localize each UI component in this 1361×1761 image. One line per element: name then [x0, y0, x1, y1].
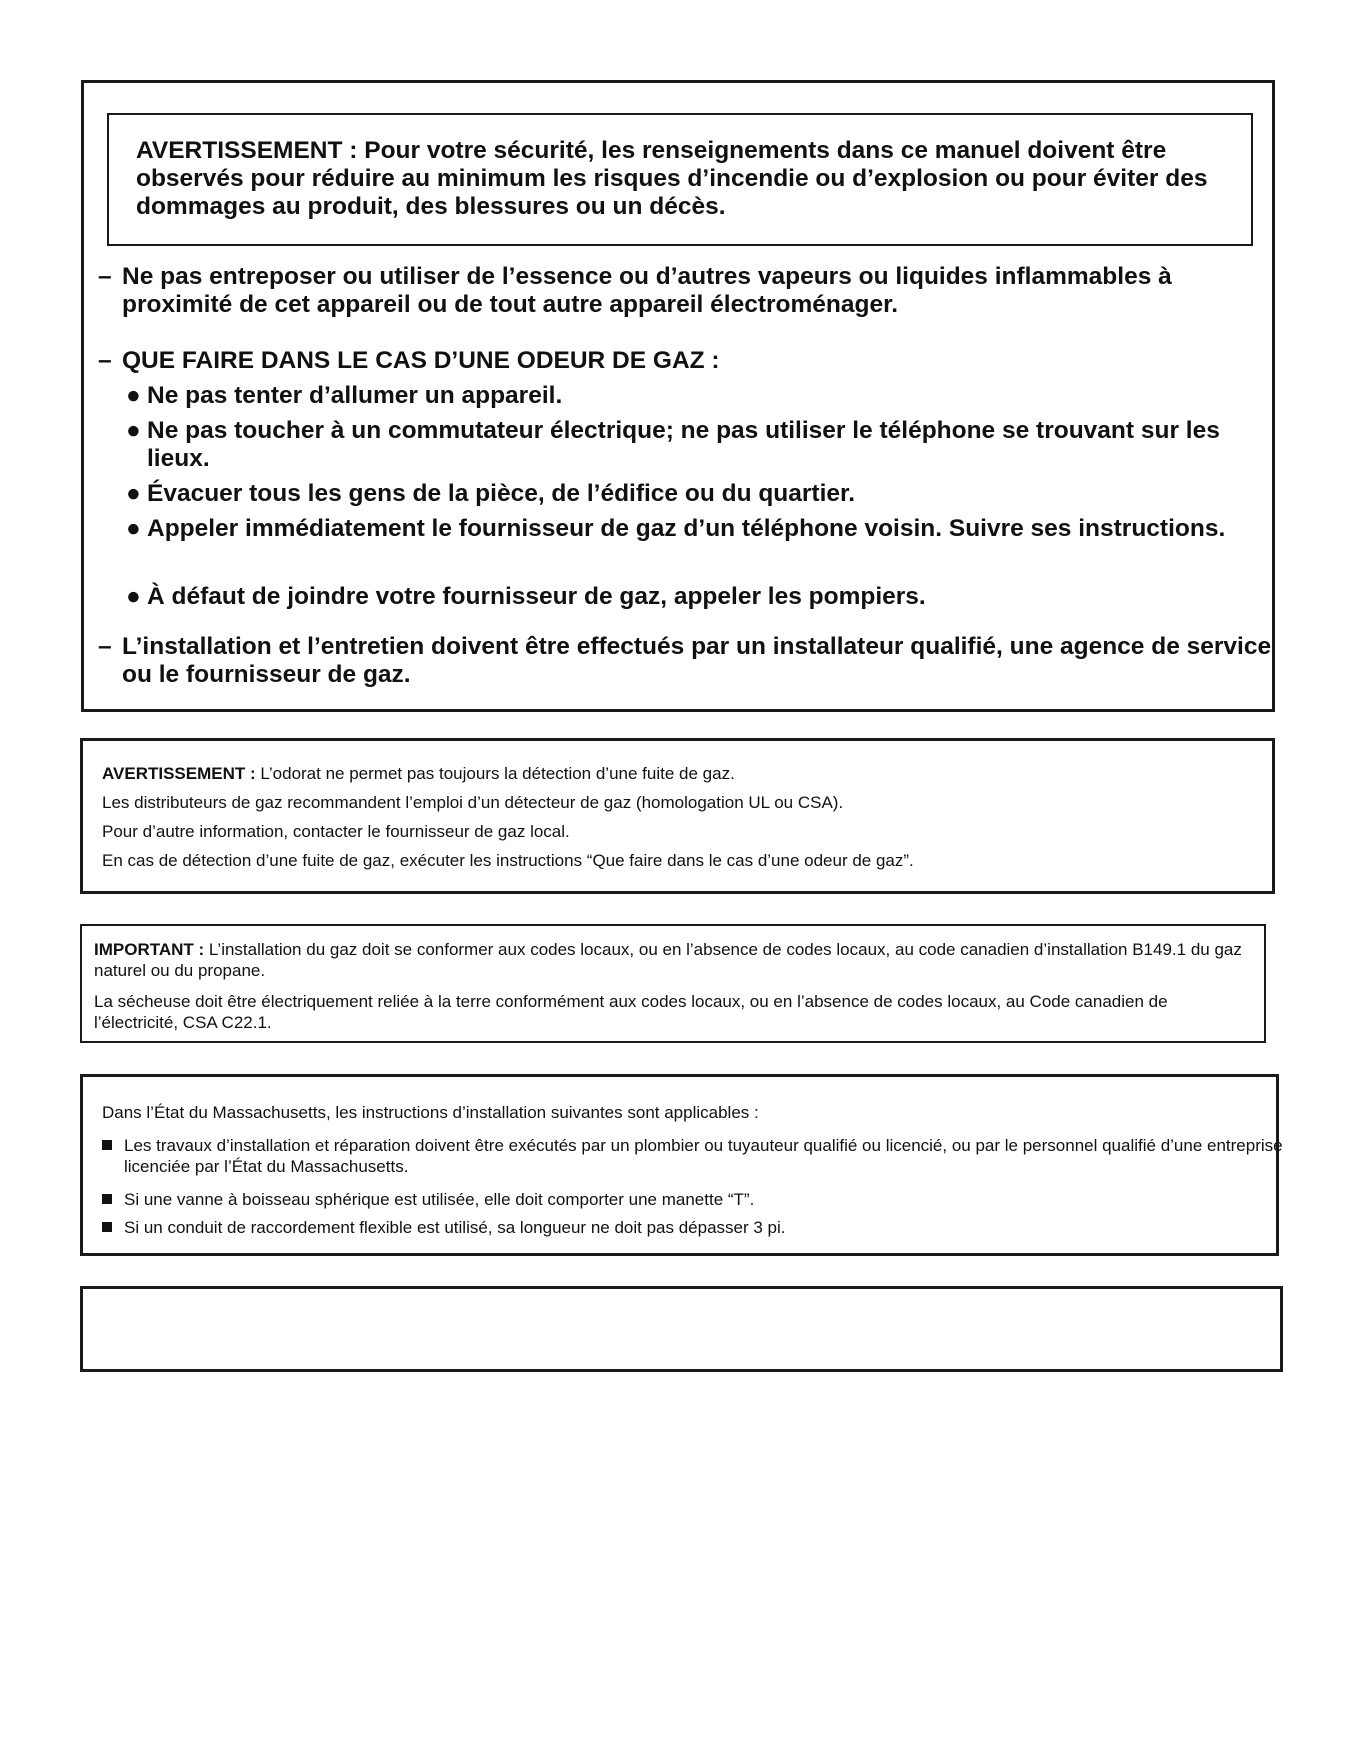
odor-warning-line: Les distributeurs de gaz recommandent l’emploi d’un détecteur de gaz (homologation UL ou CSA). [102, 793, 844, 812]
important-notice-box [80, 924, 1266, 1043]
massachusetts-box [80, 1074, 1283, 1256]
massachusetts-item [102, 1189, 1284, 1210]
odor-warning-line [102, 763, 1252, 784]
warning-item-installation [98, 633, 1282, 689]
warning-item-gas-odor-heading [98, 347, 1282, 375]
bullet-icon: ● [126, 515, 141, 542]
dash-glyph: – [98, 263, 112, 290]
square-bullet-icon [102, 1189, 124, 1210]
bullet-icon: ● [126, 417, 141, 444]
important-text: L’installation du gaz doit se conformer aux codes locaux, ou en l’absence de codes locaux, au code canadien d’installation B149.1 du gaz naturel ou du propane. [94, 940, 1242, 980]
bullet-icon: ● [126, 382, 141, 409]
gas-odor-bullet [126, 480, 1267, 508]
square-bullet-icon [102, 1135, 124, 1156]
dash-glyph: – [98, 347, 112, 374]
bullet-icon: ● [126, 480, 141, 507]
important-label: IMPORTANT : [94, 940, 205, 959]
gas-odor-bullet [126, 417, 1267, 473]
massachusetts-intro: Dans l’État du Massachusetts, les instructions d’installation suivantes sont applicables : [102, 1103, 759, 1122]
massachusetts-item [102, 1135, 1284, 1177]
gas-odor-bullet [126, 515, 1267, 543]
square-bullet-icon [102, 1217, 124, 1238]
gas-odor-bullet [126, 583, 1267, 611]
important-paragraph [94, 939, 1254, 981]
important-paragraph: La sécheuse doit être électriquement reliée à la terre conformément aux codes locaux, ou en l’absence de codes locaux, au Code canadien de l’électricité, CSA C22.1. [94, 992, 1168, 1032]
gas-odor-bullet [126, 382, 1267, 410]
warning-item-text: QUE FAIRE DANS LE CAS D’UNE ODEUR DE GAZ : [122, 347, 720, 374]
bullet-text: À défaut de joindre votre fournisseur de gaz, appeler les pompiers. [147, 583, 926, 610]
warning-item-text: Ne pas entreposer ou utiliser de l’essence ou d’autres vapeurs ou liquides inflammables à proximité de cet appareil ou de tout autre appareil électroménager. [122, 263, 1172, 318]
massachusetts-item-text: Les travaux d’installation et réparation doivent être exécutés par un plombier ou tuyauteur qualifié ou licencié, ou par le personnel qualifié d’une entreprise licenciée par l’État du Massachusetts. [124, 1136, 1283, 1176]
massachusetts-item-text: Si un conduit de raccordement flexible est utilisé, sa longueur ne doit pas dépasser 3 pi. [124, 1218, 786, 1237]
massachusetts-item [102, 1217, 1284, 1238]
warning-item-flammables [98, 263, 1282, 319]
massachusetts-item-text: Si une vanne à boisseau sphérique est utilisée, elle doit comporter une manette “T”. [124, 1190, 755, 1209]
odor-warning-line: En cas de détection d’une fuite de gaz, exécuter les instructions “Que faire dans le cas d’une odeur de gaz”. [102, 851, 914, 870]
warning-item-text: L’installation et l’entretien doivent être effectués par un installateur qualifié, une agence de service ou le fournisseur de gaz. [122, 633, 1272, 688]
bullet-text: Ne pas tenter d’allumer un appareil. [147, 382, 563, 409]
main-safety-warning-box [81, 80, 1275, 712]
bullet-text: Évacuer tous les gens de la pièce, de l’édifice ou du quartier. [147, 480, 856, 507]
odor-warning-label: AVERTISSEMENT : [102, 764, 256, 783]
safety-headline-box [107, 113, 1253, 246]
bullet-text: Ne pas toucher à un commutateur électrique; ne pas utiliser le téléphone se trouvant sur les lieux. [147, 417, 1220, 472]
dash-glyph: – [98, 633, 112, 660]
safety-headline: AVERTISSEMENT : Pour votre sécurité, les renseignements dans ce manuel doivent être observés pour réduire au minimum les risques d’incendie ou d’explosion ou pour éviter des dommages au produit, des blessures ou un décès. [136, 137, 1208, 220]
bullet-icon: ● [126, 583, 141, 610]
empty-box [80, 1286, 1283, 1372]
bullet-text: Appeler immédiatement le fournisseur de gaz d’un téléphone voisin. Suivre ses instructions. [147, 515, 1226, 542]
odor-warning-text: L’odorat ne permet pas toujours la détection d’une fuite de gaz. [255, 764, 735, 783]
odor-warning-box [80, 738, 1275, 894]
odor-warning-line: Pour d’autre information, contacter le fournisseur de gaz local. [102, 822, 570, 841]
